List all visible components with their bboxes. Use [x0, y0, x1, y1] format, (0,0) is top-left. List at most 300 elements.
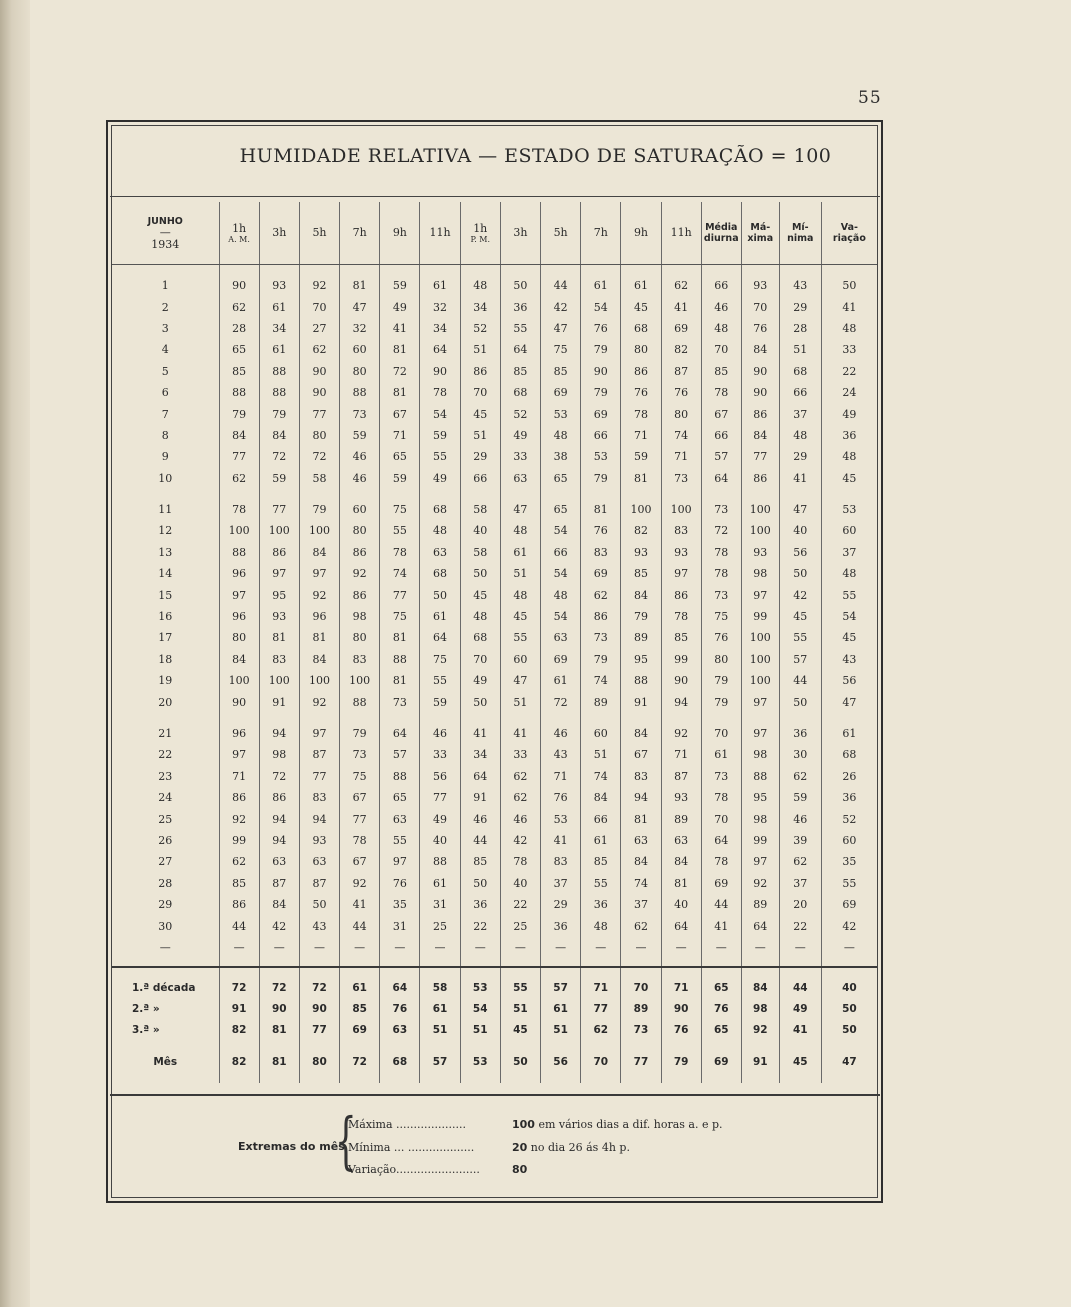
stat-label: xima — [747, 233, 774, 244]
cell-value: 81 — [581, 499, 621, 520]
hour-label: 5h — [553, 226, 568, 239]
extreme-max-value: 100 em vários dias a dif. horas a. e p. — [512, 1118, 723, 1131]
cell-value: 64 — [701, 468, 741, 489]
cell-value: 22 — [779, 915, 821, 936]
cell-value: 89 — [661, 808, 701, 829]
cell-value: 66 — [701, 425, 741, 446]
summary-divider — [110, 1094, 880, 1096]
cell-value: 92 — [661, 723, 701, 744]
stat-label: Má- — [750, 222, 771, 233]
cell-value: 60 — [581, 723, 621, 744]
cell-value: 69 — [541, 382, 581, 403]
cell-value: 50 — [779, 563, 821, 584]
cell-value: 65 — [380, 787, 420, 808]
cell-value: 71 — [661, 446, 701, 467]
cell-value: 94 — [661, 691, 701, 712]
cell-value: 84 — [621, 851, 661, 872]
table-row — [112, 691, 877, 712]
cell-value: 49 — [500, 425, 540, 446]
cell-value: 41 — [500, 723, 540, 744]
cell-value: 71 — [621, 425, 661, 446]
cell-value: 61 — [259, 296, 299, 317]
cell-value: 82 — [219, 1051, 259, 1073]
cell-value: 45 — [779, 606, 821, 627]
cell-value: 86 — [340, 542, 380, 563]
cell-value: 43 — [541, 744, 581, 765]
cell-value: 57 — [701, 446, 741, 467]
cell-value: 36 — [541, 915, 581, 936]
cell-value: 48 — [500, 584, 540, 605]
brace-glyph: { — [335, 1104, 357, 1177]
cell-value: 55 — [821, 873, 877, 894]
dash-cell: — — [541, 937, 581, 958]
extremes-label: Extremas do mês — [238, 1140, 345, 1153]
table-row — [112, 520, 877, 541]
cell-value: 61 — [581, 275, 621, 296]
cell-value: 22 — [460, 915, 500, 936]
hour-label: 5h — [312, 226, 327, 239]
cell-value: 55 — [420, 670, 460, 691]
cell-value: 80 — [701, 649, 741, 670]
cell-value: 76 — [581, 520, 621, 541]
cell-value: 22 — [500, 894, 540, 915]
dash-cell: — — [259, 937, 299, 958]
cell-value: 78 — [340, 830, 380, 851]
cell-value: 100 — [259, 520, 299, 541]
table-row — [112, 894, 877, 915]
cell-value: 46 — [460, 808, 500, 829]
cell-value: 55 — [500, 978, 540, 999]
cell-value: 89 — [581, 691, 621, 712]
cell-value: 90 — [661, 670, 701, 691]
cell-value: 78 — [701, 382, 741, 403]
cell-value: 92 — [299, 275, 339, 296]
cell-value: 63 — [380, 808, 420, 829]
row-label: 25 — [158, 812, 173, 826]
cell-value: 80 — [340, 627, 380, 648]
cell-value: 85 — [661, 627, 701, 648]
page-number: 55 — [858, 88, 882, 108]
dash-cell: — — [741, 937, 779, 958]
cell-value: 71 — [661, 744, 701, 765]
cell-value: 46 — [541, 723, 581, 744]
cell-value: 85 — [701, 361, 741, 382]
stat-label: riação — [832, 233, 866, 244]
cell-value: 65 — [701, 978, 741, 999]
cell-value: 73 — [380, 691, 420, 712]
cell-value: 48 — [821, 563, 877, 584]
cell-value: 72 — [380, 361, 420, 382]
cell-value: 69 — [581, 563, 621, 584]
row-label: 3 — [161, 321, 169, 335]
cell-value: 60 — [821, 520, 877, 541]
cell-value: 97 — [219, 744, 259, 765]
gap-row — [112, 489, 877, 499]
gap-row — [112, 713, 877, 723]
cell-value: 84 — [259, 425, 299, 446]
cell-value: 70 — [741, 296, 779, 317]
cell-value: 38 — [541, 446, 581, 467]
cell-value: 63 — [380, 1020, 420, 1041]
cell-value: 36 — [779, 723, 821, 744]
table-row — [112, 670, 877, 691]
cell-value: 86 — [219, 894, 259, 915]
extreme-var-value: 80 — [512, 1163, 528, 1176]
cell-value: 90 — [299, 999, 339, 1020]
table-row — [112, 584, 877, 605]
cell-value: 34 — [259, 318, 299, 339]
cell-value: 43 — [821, 649, 877, 670]
cell-value: 51 — [420, 1020, 460, 1041]
dash-cell: — — [340, 937, 380, 958]
hour-header — [420, 202, 460, 265]
cell-value: 77 — [581, 999, 621, 1020]
cell-value: 53 — [460, 1051, 500, 1073]
row-label: 6 — [161, 386, 169, 400]
dash-cell: — — [159, 940, 171, 954]
title-divider — [110, 196, 880, 197]
cell-value: 100 — [299, 670, 339, 691]
cell-value: 54 — [581, 296, 621, 317]
row-label: 2.ª » — [132, 1003, 160, 1016]
cell-value: 31 — [420, 894, 460, 915]
cell-value: 77 — [380, 584, 420, 605]
cell-value: 81 — [380, 339, 420, 360]
cell-value: 63 — [299, 851, 339, 872]
cell-value: 100 — [741, 670, 779, 691]
row-label: 1 — [161, 279, 169, 293]
cell-value: 84 — [299, 649, 339, 670]
cell-value: 64 — [380, 978, 420, 999]
cell-value: 91 — [460, 787, 500, 808]
table-row — [112, 296, 877, 317]
cell-value: 67 — [621, 744, 661, 765]
cell-value: 65 — [380, 446, 420, 467]
row-label: 17 — [158, 631, 173, 645]
extreme-min-label: Mínima ... ................... — [348, 1141, 475, 1154]
hour-header — [299, 202, 339, 265]
cell-value: 80 — [299, 1051, 339, 1073]
cell-value: 88 — [219, 382, 259, 403]
cell-value: 93 — [299, 830, 339, 851]
cell-value: 70 — [460, 382, 500, 403]
cell-value: 93 — [661, 787, 701, 808]
cell-value: 40 — [821, 978, 877, 999]
cell-value: 64 — [380, 723, 420, 744]
cell-value: 85 — [219, 361, 259, 382]
cell-value: 100 — [219, 520, 259, 541]
cell-value: 36 — [581, 894, 621, 915]
cell-value: 20 — [779, 894, 821, 915]
cell-value: 74 — [621, 873, 661, 894]
hour-header — [661, 202, 701, 265]
cell-value: 44 — [779, 978, 821, 999]
cell-value: 93 — [259, 606, 299, 627]
cell-value: 64 — [420, 627, 460, 648]
cell-value: 90 — [661, 999, 701, 1020]
cell-value: 64 — [741, 915, 779, 936]
hour-label: 7h — [593, 226, 608, 239]
cell-value: 79 — [219, 403, 259, 424]
cell-value: 86 — [581, 606, 621, 627]
cell-value: 100 — [741, 520, 779, 541]
cell-value: 86 — [340, 584, 380, 605]
cell-value: 81 — [299, 627, 339, 648]
cell-value: 88 — [380, 649, 420, 670]
cell-value: 90 — [299, 382, 339, 403]
dash-cell: — — [701, 937, 741, 958]
cell-value: 94 — [259, 830, 299, 851]
cell-value: 50 — [779, 691, 821, 712]
cell-value: 33 — [821, 339, 877, 360]
cell-value: 70 — [701, 808, 741, 829]
cell-value: 47 — [821, 1051, 877, 1073]
cell-value: 29 — [460, 446, 500, 467]
cell-value: 81 — [621, 468, 661, 489]
cell-value: 93 — [259, 275, 299, 296]
cell-value: 48 — [460, 275, 500, 296]
cell-value: 62 — [500, 787, 540, 808]
row-label: 15 — [158, 588, 173, 602]
cell-value: 84 — [219, 425, 259, 446]
cell-value: 92 — [299, 584, 339, 605]
row-label: 8 — [161, 428, 169, 442]
cell-value: 90 — [420, 361, 460, 382]
decade-row — [112, 999, 877, 1020]
cell-value: 94 — [259, 723, 299, 744]
cell-value: 84 — [741, 978, 779, 999]
cell-value: 50 — [500, 1051, 540, 1073]
cell-value: 66 — [779, 382, 821, 403]
cell-value: 92 — [299, 691, 339, 712]
table-row — [112, 425, 877, 446]
cell-value: 98 — [741, 744, 779, 765]
cell-value: 50 — [460, 691, 500, 712]
cell-value: 70 — [621, 978, 661, 999]
table-row — [112, 787, 877, 808]
cell-value: 62 — [621, 915, 661, 936]
cell-value: 85 — [581, 851, 621, 872]
cell-value: 46 — [340, 446, 380, 467]
cell-value: 35 — [380, 894, 420, 915]
cell-value: 93 — [621, 542, 661, 563]
cell-value: 58 — [460, 499, 500, 520]
cell-value: 74 — [380, 563, 420, 584]
row-label: 23 — [158, 769, 173, 783]
cell-value: 73 — [661, 468, 701, 489]
cell-value: 47 — [541, 318, 581, 339]
cell-value: 48 — [460, 606, 500, 627]
cell-value: 85 — [340, 999, 380, 1020]
cell-value: 97 — [380, 851, 420, 872]
cell-value: 64 — [661, 915, 701, 936]
cell-value: 98 — [340, 606, 380, 627]
cell-value: 28 — [219, 318, 259, 339]
cell-value: 41 — [380, 318, 420, 339]
cell-value: 87 — [259, 873, 299, 894]
cell-value: 66 — [581, 808, 621, 829]
cell-value: 78 — [621, 403, 661, 424]
cell-value: 100 — [259, 670, 299, 691]
cell-value: 46 — [500, 808, 540, 829]
cell-value: 28 — [779, 318, 821, 339]
row-label: 3.ª » — [132, 1024, 160, 1037]
row-label: 5 — [161, 364, 169, 378]
cell-value: 77 — [741, 446, 779, 467]
cell-value: 79 — [259, 403, 299, 424]
cell-value: 78 — [420, 382, 460, 403]
cell-value: 92 — [340, 563, 380, 584]
ampm-label: A. M. — [228, 234, 250, 244]
cell-value: 22 — [821, 361, 877, 382]
cell-value: 68 — [621, 318, 661, 339]
cell-value: 37 — [821, 542, 877, 563]
table-row — [112, 830, 877, 851]
cell-value: 82 — [661, 339, 701, 360]
cell-value: 62 — [500, 766, 540, 787]
stat-label: Média — [705, 222, 738, 233]
month-row — [112, 1051, 877, 1073]
row-label: 26 — [158, 833, 173, 847]
cell-value: 79 — [581, 339, 621, 360]
cell-value: 76 — [380, 873, 420, 894]
cell-value: 71 — [541, 766, 581, 787]
cell-value: 83 — [621, 766, 661, 787]
cell-value: 50 — [460, 873, 500, 894]
cell-value: 39 — [779, 830, 821, 851]
cell-value: 93 — [661, 542, 701, 563]
cell-value: 61 — [420, 873, 460, 894]
cell-value: 37 — [541, 873, 581, 894]
row-label: 12 — [158, 524, 173, 538]
cell-value: 51 — [779, 339, 821, 360]
cell-value: 41 — [340, 894, 380, 915]
cell-value: 72 — [541, 691, 581, 712]
table-row — [112, 744, 877, 765]
humidity-table — [112, 202, 877, 1083]
cell-value: 25 — [420, 915, 460, 936]
cell-value: 53 — [821, 499, 877, 520]
cell-value: 55 — [500, 318, 540, 339]
cell-value: 44 — [340, 915, 380, 936]
cell-value: 87 — [299, 873, 339, 894]
cell-value: 60 — [340, 499, 380, 520]
cell-value: 67 — [701, 403, 741, 424]
table-row — [112, 766, 877, 787]
cell-value: 63 — [661, 830, 701, 851]
cell-value: 57 — [541, 978, 581, 999]
cell-value: 79 — [581, 468, 621, 489]
cell-value: 97 — [741, 691, 779, 712]
cell-value: 96 — [219, 563, 259, 584]
cell-value: 94 — [299, 808, 339, 829]
cell-value: 73 — [701, 584, 741, 605]
cell-value: 100 — [741, 649, 779, 670]
cell-value: 100 — [621, 499, 661, 520]
cell-value: 79 — [581, 382, 621, 403]
cell-value: 63 — [500, 468, 540, 489]
cell-value: 72 — [219, 978, 259, 999]
table-row — [112, 542, 877, 563]
cell-value: 92 — [219, 808, 259, 829]
cell-value: 43 — [779, 275, 821, 296]
cell-value: 84 — [621, 584, 661, 605]
cell-value: 66 — [581, 425, 621, 446]
row-label: 14 — [158, 567, 173, 581]
cell-value: 60 — [340, 339, 380, 360]
cell-value: 83 — [661, 520, 701, 541]
header-dash: — — [159, 225, 171, 239]
stat-header — [741, 202, 779, 265]
table-row — [112, 499, 877, 520]
cell-value: 72 — [340, 1051, 380, 1073]
cell-value: 49 — [821, 403, 877, 424]
table-row — [112, 468, 877, 489]
cell-value: 90 — [581, 361, 621, 382]
cell-value: 82 — [621, 520, 661, 541]
cell-value: 81 — [380, 627, 420, 648]
cell-value: 80 — [661, 403, 701, 424]
cell-value: 56 — [779, 542, 821, 563]
cell-value: 48 — [541, 584, 581, 605]
cell-value: 45 — [779, 1051, 821, 1073]
cell-value: 57 — [420, 1051, 460, 1073]
cell-value: 81 — [621, 808, 661, 829]
cell-value: 73 — [340, 744, 380, 765]
cell-value: 54 — [821, 606, 877, 627]
hour-label: 3h — [513, 226, 528, 239]
cell-value: 99 — [661, 649, 701, 670]
cell-value: 46 — [779, 808, 821, 829]
hour-label: 9h — [392, 226, 407, 239]
cell-value: 53 — [541, 403, 581, 424]
cell-value: 34 — [460, 296, 500, 317]
cell-value: 63 — [420, 542, 460, 563]
cell-value: 40 — [460, 520, 500, 541]
hour-header — [380, 202, 420, 265]
cell-value: 51 — [460, 339, 500, 360]
cell-value: 74 — [581, 670, 621, 691]
cell-value: 69 — [821, 894, 877, 915]
cell-value: 77 — [219, 446, 259, 467]
cell-value: 72 — [259, 446, 299, 467]
cell-value: 36 — [821, 425, 877, 446]
cell-value: 41 — [779, 468, 821, 489]
cell-value: 99 — [741, 830, 779, 851]
cell-value: 44 — [779, 670, 821, 691]
cell-value: 97 — [219, 584, 259, 605]
cell-value: 56 — [541, 1051, 581, 1073]
hour-label: 1h — [473, 221, 488, 235]
cell-value: 86 — [741, 403, 779, 424]
cell-value: 75 — [541, 339, 581, 360]
cell-value: 59 — [259, 468, 299, 489]
cell-value: 63 — [621, 830, 661, 851]
cell-value: 87 — [661, 766, 701, 787]
cell-value: 61 — [541, 999, 581, 1020]
cell-value: 97 — [661, 563, 701, 584]
stat-label: Mí- — [791, 222, 809, 233]
table-row — [112, 627, 877, 648]
stat-header — [779, 202, 821, 265]
cell-value: 60 — [821, 830, 877, 851]
cell-value: 51 — [500, 563, 540, 584]
sumgap-row — [112, 1041, 877, 1051]
hour-header — [541, 202, 581, 265]
cell-value: 25 — [500, 915, 540, 936]
cell-value: 73 — [621, 1020, 661, 1041]
cell-value: 68 — [420, 563, 460, 584]
